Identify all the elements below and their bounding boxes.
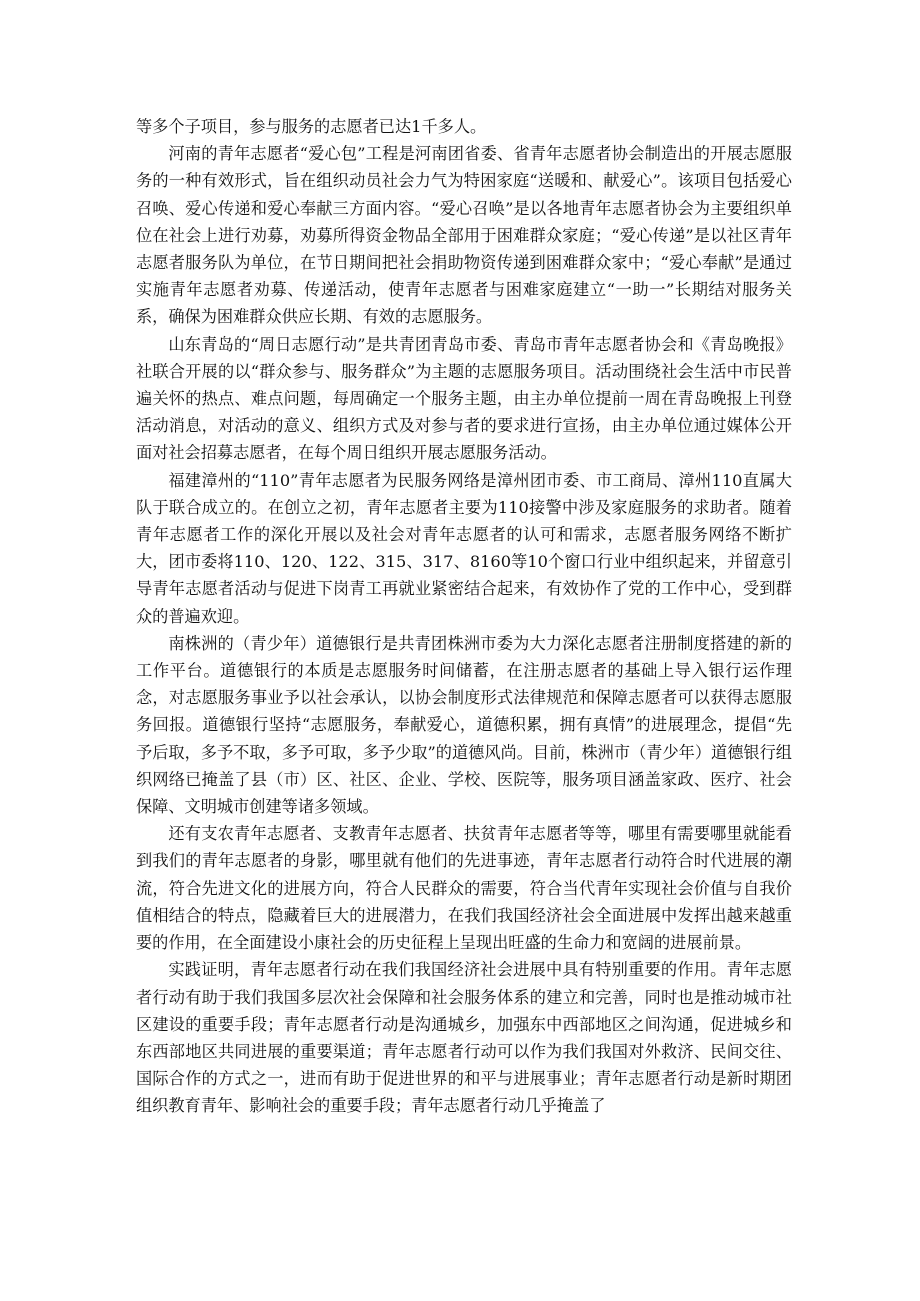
paragraph-qingdao-sunday-action: 山东青岛的“周日志愿行动”是共青团青岛市委、青岛市青年志愿者协会和《青岛晚报》社联合开展的以“群众参与、服务群众”为主题的志愿服务项目。活动围绕社会生活中市民普遍关怀的热点、难点问题，每周确定一个服务主题，由主办单位提前一周在青岛晚报上刊登活动消息，对活动的意义、组织方式及对参与者的要求进行宣扬，由主办单位通过媒体公开面对社会招募志愿者，在每个周日组织开展志愿服务活动。	[136, 334, 792, 463]
paragraph-continued: 等多个子项目，参与服务的志愿者已达1千多人。	[136, 117, 487, 136]
paragraph-zhuzhou-moral-bank: 南株洲的（青少年）道德银行是共青团株洲市委为大力深化志愿者注册制度搭建的新的工作平台。道德银行的本质是志愿服务时间储蓄，在注册志愿者的基础上导入银行运作理念，对志愿服务事业予以社会承认，以协会制度形式法律规范和保障志愿者可以获得志愿服务回报。道德银行坚持“志愿服务，奉献爱心，道德积累，拥有真情”的进展理念，提倡“先予后取，多予不取，多予可取，多予少取”的道德风尚。目前，株洲市（青少年）道德银行组织网络已掩盖了县（市）区、社区、企业、学校、医院等，服务项目涵盖家政、医疗、社会保障、文明城市创建等诸多领域。	[136, 633, 792, 817]
paragraph-practice-proves: 实践证明，青年志愿者行动在我们我国经济社会进展中具有特别重要的作用。青年志愿者行动有助于我们我国多层次社会保障和社会服务体系的建立和完善，同时也是推动城市社区建设的重要手段；青年志愿者行动是沟通城乡，加强东中西部地区之间沟通，促进城乡和东西部地区共同进展的重要渠道；青年志愿者行动可以作为我们我国对外救济、民间交往、国际合作的方式之一，进而有助于促进世界的和平与进展事业；青年志愿者行动是新时期团组织教育青年、影响社会的重要手段；青年志愿者行动几乎掩盖了	[136, 960, 792, 1116]
paragraph-henan-love-package: 河南的青年志愿者“爱心包”工程是河南团省委、省青年志愿者协会制造出的开展志愿服务的一种有效形式，旨在组织动员社会力气为特困家庭“送暖和、献爱心”。该项目包括爱心召唤、爱心传递和爱心奉献三方面内容。“爱心召唤”是以各地青年志愿者协会为主要组织单位在社会上进行劝募，劝募所得资金物品全部用于困难群众家庭；“爱心传递”是以社区青年志愿者服务队为单位，在节日期间把社会捐助物资传递到困难群众家中；“爱心奉献”是通过实施青年志愿者劝募、传递活动，使青年志愿者与困难家庭建立“一助一”长期结对服务关系，确保为困难群众供应长期、有效的志愿服务。	[136, 144, 792, 327]
document-body	[136, 113, 792, 1120]
paragraph-zhangzhou-110-network: 福建漳州的“110”青年志愿者为民服务网络是漳州团市委、市工商局、漳州110直属大队于联合成立的。在创立之初，青年志愿者主要为110接警中涉及家庭服务的求助者。随着青年志愿者工作的深化开展以及社会对青年志愿者的认可和需求，志愿者服务网络不断扩大，团市委将110、120、122、315、317、8160等10个窗口行业中组织起来，并留意引导青年志愿者活动与促进下岗青工再就业紧密结合起来，有效协作了党的工作中心，受到群众的普遍欢迎。	[136, 470, 792, 626]
paragraph-other-volunteers: 还有支农青年志愿者、支教青年志愿者、扶贫青年志愿者等等，哪里有需要哪里就能看到我们的青年志愿者的身影，哪里就有他们的先进事迹，青年志愿者行动符合时代进展的潮流，符合先进文化的进展方向，符合人民群众的需要，符合当代青年实现社会价值与自我价值相结合的特点，隐藏着巨大的进展潜力，在我们我国经济社会全面进展中发挥出越来越重要的作用，在全面建设小康社会的历史征程上呈现出旺盛的生命力和宽阔的进展前景。	[136, 824, 792, 953]
